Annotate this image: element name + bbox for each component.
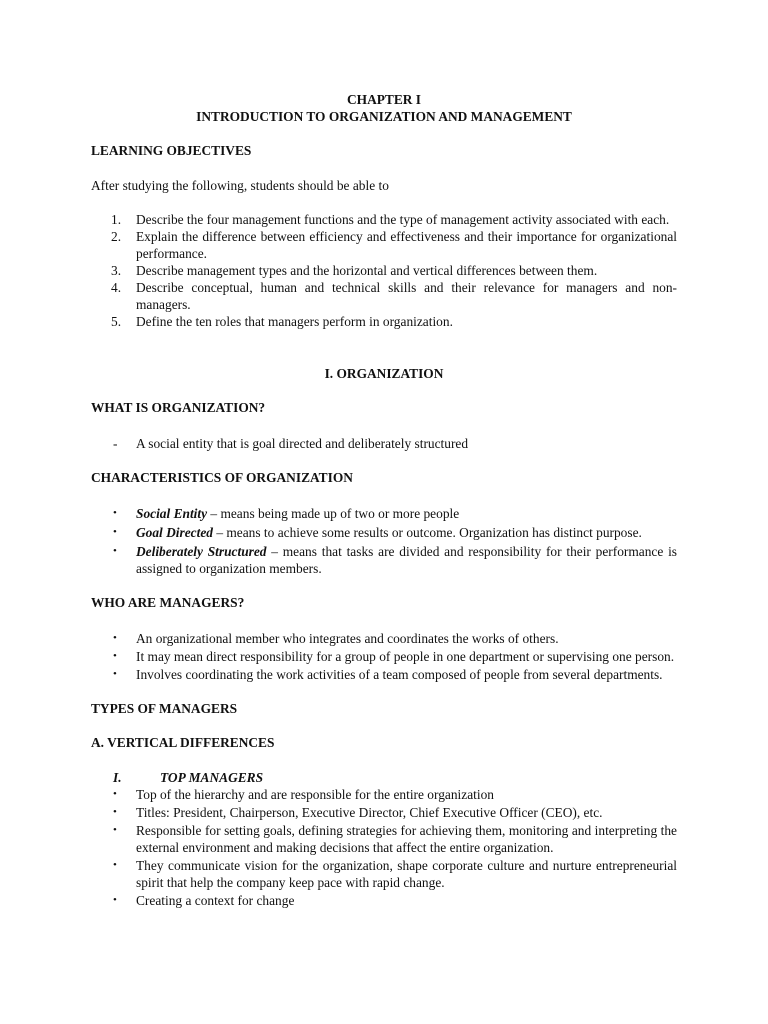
characteristics-heading: CHARACTERISTICS OF ORGANIZATION <box>91 470 353 485</box>
what-is-organization-heading: WHAT IS ORGANIZATION? <box>91 400 266 415</box>
top-manager-item: • Top of the hierarchy and are responsible for the entire organization <box>113 787 494 802</box>
top-manager-item: • Creating a context for change <box>113 893 295 908</box>
manager-item: • It may mean direct responsibility for a group of people in one department or supervising one person. <box>113 649 675 664</box>
bullet-icon: • <box>113 894 117 906</box>
bullet-icon: • <box>113 632 117 644</box>
characteristic-item: • Social Entity – means being made up of two or more people <box>113 506 460 521</box>
characteristics-list <box>91 505 677 577</box>
top-manager-item: • Titles: President, Chairperson, Executive Director, Chief Executive Officer (CEO), etc. <box>113 805 603 820</box>
bullet-icon: • <box>113 859 117 871</box>
objectives-intro: After studying the following, students should be able to <box>91 178 389 193</box>
definition-item: - A social entity that is goal directed and deliberately structured <box>113 436 469 451</box>
bullet-icon: • <box>113 788 117 800</box>
chapter-title: INTRODUCTION TO ORGANIZATION AND MANAGEMENT <box>196 109 572 124</box>
who-are-managers-heading: WHO ARE MANAGERS? <box>91 595 245 610</box>
objectives-list <box>91 211 677 330</box>
bullet-icon: • <box>113 668 117 680</box>
manager-item: • Involves coordinating the work activities of a team composed of people from several departments. <box>113 667 663 682</box>
objective-item: 3. Describe management types and the horizontal and vertical differences between them. <box>111 263 598 278</box>
definition-list <box>91 435 677 452</box>
bullet-icon: • <box>113 526 117 538</box>
section-organization-heading: I. ORGANIZATION <box>324 366 444 381</box>
vertical-differences-heading: A. VERTICAL DIFFERENCES <box>91 735 275 750</box>
objective-item: 5. Define the ten roles that managers perform in organization. <box>111 314 453 329</box>
characteristic-item: • Deliberately Structured – means that tasks are divided and responsibility for their performance is assigned to organization members. <box>113 544 678 576</box>
page-content <box>91 91 677 909</box>
managers-list <box>91 630 677 683</box>
learning-objectives-heading: LEARNING OBJECTIVES <box>91 143 252 158</box>
bullet-icon: • <box>113 650 117 662</box>
characteristic-item: • Goal Directed – means to achieve some results or outcome. Organization has distinct purpose. <box>113 525 642 540</box>
chapter-number: CHAPTER I <box>346 92 422 107</box>
top-manager-item: • Responsible for setting goals, defining strategies for achieving them, monitoring and interpreting the external environment and making decisions that affect the entire organization. <box>113 823 677 855</box>
top-manager-item: • They communicate vision for the organization, shape corporate culture and nurture entrepreneurial spirit that help the company keep pace with rapid change. <box>113 858 677 890</box>
bullet-icon: • <box>113 806 117 818</box>
bullet-icon: • <box>113 824 117 836</box>
objective-item: 4. Describe conceptual, human and technical skills and their relevance for managers and non-managers. <box>111 280 677 312</box>
types-of-managers-heading: TYPES OF MANAGERS <box>91 701 238 716</box>
top-managers-heading: I. TOP MANAGERS <box>113 770 264 785</box>
manager-item: • An organizational member who integrates and coordinates the works of others. <box>113 631 559 646</box>
bullet-icon: • <box>113 545 117 557</box>
objective-item: 1. Describe the four management functions and the type of management activity associated with each. <box>111 212 670 227</box>
bullet-icon: • <box>113 507 117 519</box>
objective-item: 2. Explain the difference between efficiency and effectiveness and their importance for organizational performance. <box>111 229 677 261</box>
top-managers-list <box>91 786 677 909</box>
